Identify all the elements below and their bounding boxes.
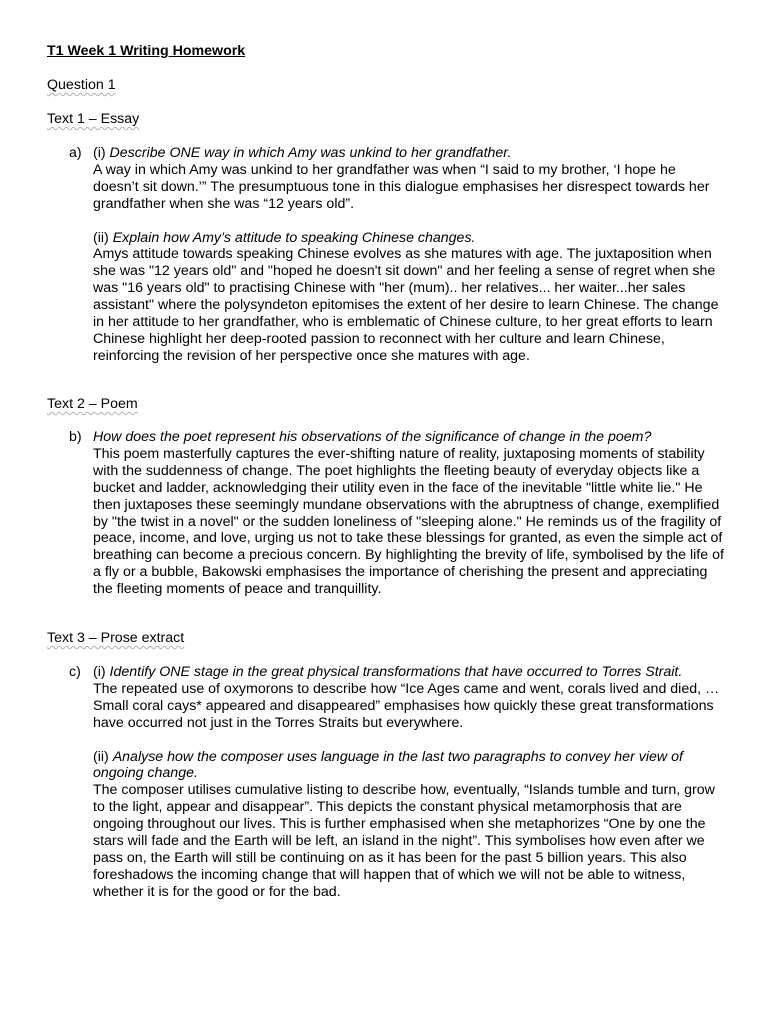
question-b [93,429,725,446]
question-prompt: Describe ONE way in which Amy was unkind to her grandfather. [109,145,512,161]
part-label: (i) [93,145,110,161]
item-marker-c: c) [69,664,81,680]
item-marker-a: a) [69,145,82,161]
question-c-ii [93,749,725,783]
question-a-i [93,145,725,162]
question-c-i [93,664,725,681]
item-marker-b: b) [69,429,82,445]
answer-a-i: A way in which Amy was unkind to her grandfather was when “I said to my brother, ‘I hope he doesn’t sit down.’” The presumptuous tone in this dialogue emphasises her disrespect towards her grandfather when she was “12 years old”. [93,161,710,212]
part-label: (ii) [93,748,113,765]
text1-content [93,145,725,365]
answer-c-ii: The composer utilises cumulative listing to describe how, eventually, “Islands tumble and turn, grow to the light, appear and disappear”. This depicts the constant physical metamorphosis that are ongoing throughout our lives. This is further emphasised when she metaphorizes “One by one the stars will fade and the Earth will be left, an island in the night”. This symbolises how even after we pass on, the Earth will still be continuing on as it has been for the past 5 billion years. This also foreshadows the incoming change that will happen that of which we will not be able to witness, whether it is for the good or for the bad. [93,782,715,900]
text2-heading: Text 2 – Poem [47,396,138,412]
text3-heading: Text 3 – Prose extract [47,630,185,646]
text2-content [93,429,725,598]
answer-a-ii: Amys attitude towards speaking Chinese evolves as she matures with age. The juxtaposition when she was "12 years old" and "hoped he doesn't sit down" and her feeling a sense of regret when she was "16 years old" to practising Chinese with "her (mum).. her relatives... her waiter...her sales assistant" where the polysyndeton epitomises the extent of her desire to learn Chinese. The change in her attitude to her grandfather, who is emblematic of Chinese culture, to her great efforts to learn Chinese highlight her deep-rooted passion to reconnect with her culture and learn Chinese, reinforcing the revision of her perspective once she matures with age. [93,246,719,364]
question-prompt: Explain how Amy’s attitude to speaking Chinese changes. [112,229,476,246]
question-prompt: Analyse how the composer uses language in the last two paragraphs to convey her view of ongoing change. [93,748,683,782]
question-heading: Question 1 [47,77,116,93]
text3-content [93,664,725,901]
question-prompt: How does the poet represent his observations of the significance of change in the poem? [93,429,652,445]
question-a-ii [93,230,725,247]
part-label: (ii) [93,229,113,246]
answer-b: This poem masterfully captures the ever-shifting nature of reality, juxtaposing moments of stability with the suddenness of change. The poet highlights the fleeting beauty of everyday objects like a bucket and ladder, acknowledging their utility even in the face of the inevitable "little white lie." He then juxtaposes these seemingly mundane observations with the abruptness of change, exemplified by "the twist in a novel" or the sudden loneliness of "sleeping alone." He reminds us of the fragility of peace, income, and love, urging us not to take these blessings for granted, as even the simple act of breathing can become a precious concern. By highlighting the brevity of life, symbolised by the life of a fly or a bubble, Bakowski emphasises the importance of cherishing the present and appreciating the fleeting moments of peace and tranquillity. [93,445,724,598]
text1-heading: Text 1 – Essay [47,111,140,127]
document-title: T1 Week 1 Writing Homework [47,43,246,59]
part-label: (i) [93,664,110,680]
answer-c-i: The repeated use of oxymorons to describe how “Ice Ages came and went, corals lived and died, … Small coral cays* appeared and disappeared” emphasises how quickly these great transformations have occurred not just in the Torres Straits but everywhere. [93,680,720,731]
question-prompt: Identify ONE stage in the great physical transformations that have occurred to Torres Strait. [109,664,683,680]
